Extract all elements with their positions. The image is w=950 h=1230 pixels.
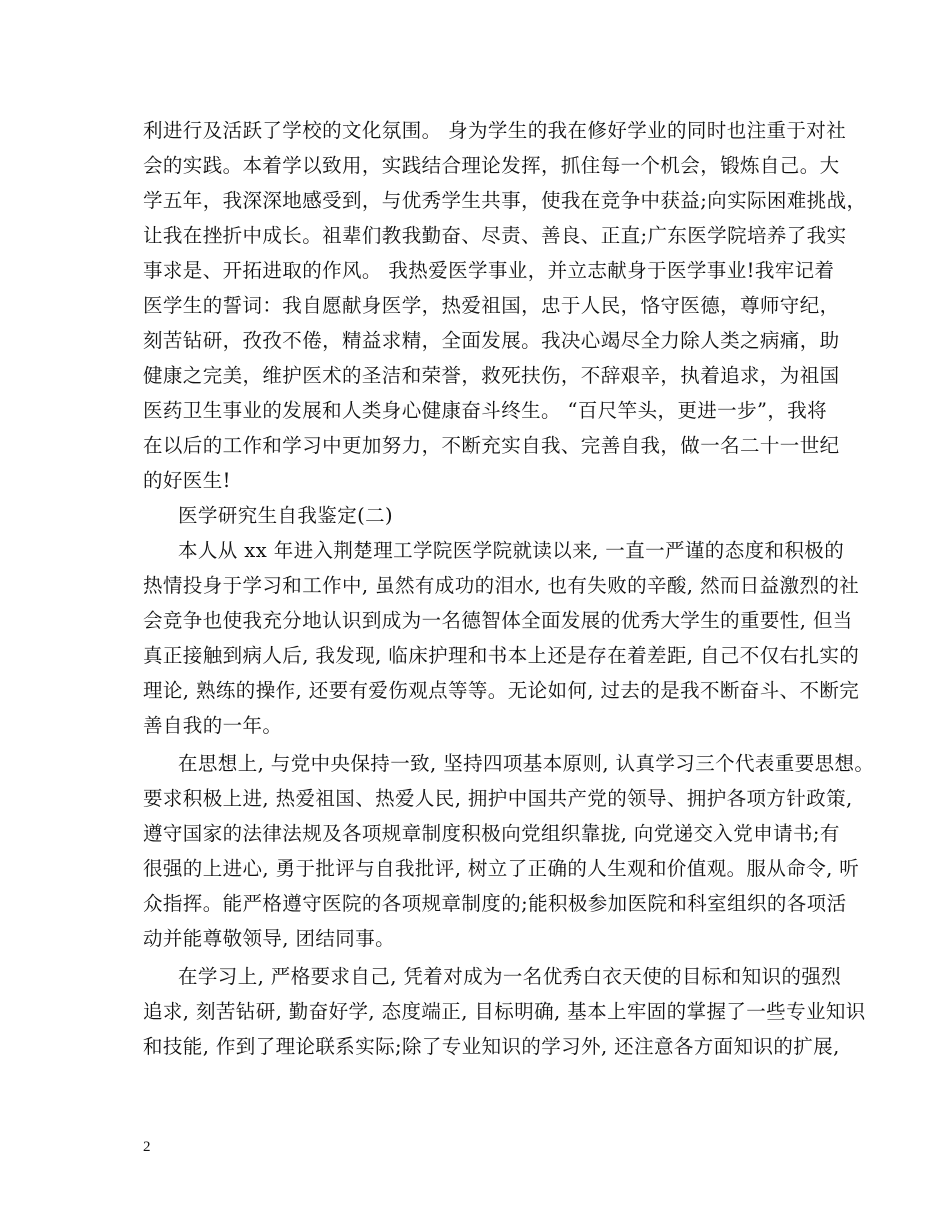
text-line: 利进行及活跃了学校的文化氛围。 身为学生的我在修好学业的同时也注重于对社	[143, 119, 847, 142]
text-line: 众指挥。能严格遵守医院的各项规章制度的;能积极参加医院和科室组织的各项活	[143, 892, 847, 915]
section-heading: 医学研究生自我鉴定(二)	[178, 504, 394, 527]
text-line: 追求, 刻苦钻研, 勤奋好学, 态度端正, 目标明确, 基本上牢固的掌握了一些专业知识	[143, 1000, 866, 1023]
text-line: 学五年，我深深地感受到，与优秀学生共事，使我在竞争中获益;向实际困难挑战，	[143, 189, 867, 212]
text-line: 事求是、开拓进取的作风。 我热爱医学事业，并立志献身于医学事业!我牢记着	[143, 259, 835, 282]
paragraph-first-line: 本人从 xx 年进入荆楚理工学院医学院就读以来, 一直一严谨的态度和积极的	[178, 539, 845, 562]
text-line: 理论, 熟练的操作, 还要有爱伤观点等等。无论如何, 过去的是我不断奋斗、不断完	[143, 679, 860, 702]
text-line: 很强的上进心, 勇于批评与自我批评, 树立了正确的人生观和价值观。服从命令, 听	[143, 857, 860, 880]
page-number: 2	[143, 1139, 151, 1155]
text-line: 会竞争也使我充分地认识到成为一名德智体全面发展的优秀大学生的重要性, 但当	[143, 609, 853, 632]
text-line: 要求积极上进, 热爱祖国、热爱人民, 拥护中国共产党的领导、拥护各项方针政策,	[143, 787, 853, 810]
text-line: 让我在挫折中成长。祖辈们教我勤奋、尽责、善良、正直;广东医学院培养了我实	[143, 224, 847, 247]
text-line: 遵守国家的法律法规及各项规章制度积极向党组织靠拢, 向党递交入党申请书;有	[143, 822, 840, 845]
text-line: 刻苦钻研，孜孜不倦，精益求精，全面发展。我决心竭尽全力除人类之病痛，助	[143, 329, 840, 352]
text-line: 会的实践。本着学以致用，实践结合理论发挥，抓住每一个机会，锻炼自己。大	[143, 154, 840, 177]
text-line: 医学生的誓词：我自愿献身医学，热爱祖国，忠于人民，恪守医德，尊师守纪，	[143, 294, 840, 317]
text-line: 和技能, 作到了理论联系实际;除了专业知识的学习外, 还注意各方面知识的扩展,	[143, 1035, 840, 1058]
text-line: 医药卫生事业的发展和人类身心健康奋斗终生。 “百尺竿头，更进一步”，我将	[143, 399, 828, 422]
text-line: 善自我的一年。	[143, 714, 283, 737]
text-line: 在以后的工作和学习中更加努力，不断充实自我、完善自我，做一名二十一世纪	[143, 434, 840, 457]
text-line: 的好医生!	[143, 469, 231, 492]
paragraph-first-line: 在思想上, 与党中央保持一致, 坚持四项基本原则, 认真学习三个代表重要思想。	[178, 752, 875, 775]
text-line: 健康之完美，维护医术的圣洁和荣誉，救死扶伤，不辞艰辛，执着追求，为祖国	[143, 364, 840, 387]
paragraph-first-line: 在学习上, 严格要求自己, 凭着对成为一名优秀白衣天使的目标和知识的强烈	[178, 965, 842, 988]
text-line: 热情投身于学习和工作中, 虽然有成功的泪水, 也有失败的辛酸, 然而日益激烈的社	[143, 574, 860, 597]
text-line: 真正接触到病人后, 我发现, 临床护理和书本上还是存在着差距, 自己不仅右扎实的	[143, 644, 860, 667]
text-line: 动并能尊敬领导, 团结同事。	[143, 927, 395, 950]
